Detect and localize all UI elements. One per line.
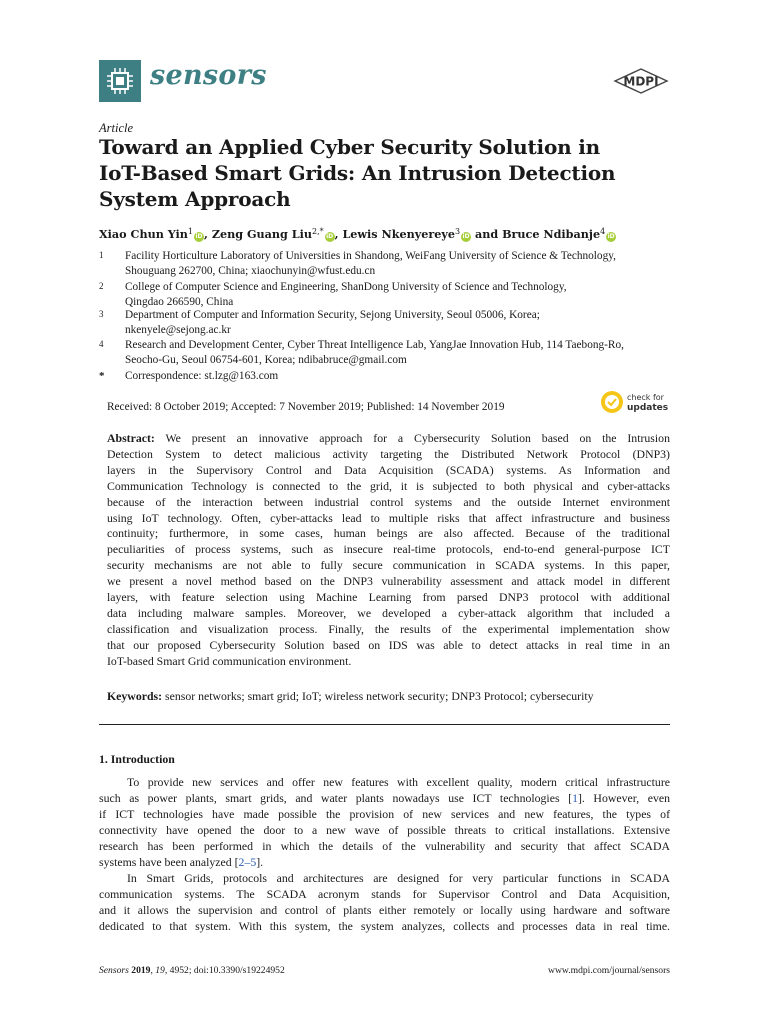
publication-dates: Received: 8 October 2019; Accepted: 7 November 2019; Published: 14 November 2019 xyxy=(107,401,505,413)
affiliation-1 xyxy=(125,249,616,280)
check-for-label: check for xyxy=(627,393,664,402)
affiliation-line: nkenyele@sejong.ac.kr xyxy=(125,324,231,337)
affiliation-mark: 2 xyxy=(99,281,104,291)
abstract-line: Detection System to detect malicious activity targeting the Distributed Network Protocol (DNP3) xyxy=(107,446,670,461)
abstract-line: we present a novel method based on the DNP3 vulnerability assessment and attack model in different xyxy=(107,574,670,589)
body-line xyxy=(99,854,670,870)
author-separator: , xyxy=(334,227,343,241)
journal-name: sensors xyxy=(150,60,267,91)
body-text: ]. xyxy=(256,855,264,869)
journal-logo xyxy=(99,60,141,102)
correspondence-mark: * xyxy=(99,370,105,382)
publisher-name: MDPI xyxy=(623,74,659,89)
author-list xyxy=(99,227,616,242)
intro-paragraph-1 xyxy=(99,774,670,870)
section-heading: 1. Introduction xyxy=(99,752,175,766)
abstract-line: IoT-based Smart Grid communication environment. xyxy=(107,653,352,668)
abstract-line: security mechanisms are not able to fully secure communication in SCADA systems. In this paper, xyxy=(107,558,670,573)
body-line xyxy=(99,790,670,806)
abstract-line xyxy=(107,431,670,447)
author-affiliation-mark: 3 xyxy=(454,227,461,236)
affiliation-line: Seocho-Gu, Seoul 06754-601, Korea; ndibabruce@gmail.com xyxy=(125,354,407,367)
author-affiliation-mark: 4 xyxy=(600,227,606,236)
body-line: In Smart Grids, protocols and architectures are designed for very particular functions in SCADA xyxy=(127,871,670,885)
abstract-line: data including malware samples. Moreover, we developed a cyber-attack algorithm that included a xyxy=(107,605,670,620)
correspondence-line: Correspondence: st.lzg@163.com xyxy=(125,370,279,382)
intro-paragraph-2 xyxy=(99,870,670,934)
updates-label: updates xyxy=(627,403,669,413)
abstract-line: classification and visualization process. Finally, the results of the experimental implementation show xyxy=(107,621,670,636)
correspondence xyxy=(125,369,278,384)
affiliation-mark: 1 xyxy=(99,250,104,260)
affiliation-4 xyxy=(125,338,624,369)
affiliation-2 xyxy=(125,280,567,311)
abstract-line: using IoT technology. Often, cyber-attacks lead to multiple risks that affect infrastructure and business xyxy=(107,510,670,525)
title-line: Toward an Applied Cyber Security Solution in xyxy=(99,135,600,159)
footer-volume: 19 xyxy=(155,965,165,976)
citation-link[interactable]: 2–5 xyxy=(238,855,257,869)
keywords-label: Keywords: xyxy=(107,689,163,703)
author-name[interactable]: Bruce Ndibanje xyxy=(502,227,601,241)
abstract xyxy=(107,431,670,670)
footer-year: 2019 xyxy=(131,965,151,976)
abstract-label: Abstract: xyxy=(107,431,155,445)
journal-url[interactable]: www.mdpi.com/journal/sensors xyxy=(548,965,670,976)
abstract-text: We present an innovative approach for a Cybersecurity Solution based on the Intrusion xyxy=(165,431,670,445)
keywords xyxy=(107,689,594,704)
affiliation-mark: 4 xyxy=(99,339,104,349)
abstract-line: Communication Technology is connected to the grid, it is subjected to both physical and cyber-attacks xyxy=(107,478,670,493)
body-text: ]. However, even xyxy=(577,791,670,805)
author-separator: and xyxy=(471,227,503,241)
affiliation-line: Qingdao 266590, China xyxy=(125,296,234,309)
affiliation-mark: 3 xyxy=(99,309,104,319)
check-for-updates-badge[interactable] xyxy=(600,389,670,415)
abstract-line: that our proposed Cybersecurity Solution based on IDS was able to detect attacks in real time in an xyxy=(107,637,670,652)
affiliation-3 xyxy=(125,308,540,339)
abstract-line: layers, with feature selection using Machine Learning from parsed DNP3 protocol with additional xyxy=(107,590,670,605)
abstract-line: layers in the Supervisory Control and Data Acquisition (SCADA) systems. As Information and xyxy=(107,462,670,477)
body-line: research has been performed in which the details of the vulnerability and security that affect SCADA xyxy=(99,839,670,853)
article-title xyxy=(99,134,679,212)
orcid-icon[interactable]: iD xyxy=(462,233,470,240)
orcid-icon[interactable]: iD xyxy=(195,233,203,240)
affiliation-line: Research and Development Center, Cyber Threat Intelligence Lab, YangJae Innovation Hub, 114 Taebong-Ro, xyxy=(125,339,624,351)
title-line: System Approach xyxy=(99,187,291,211)
footer-journal: Sensors xyxy=(99,965,129,976)
author-name[interactable]: Lewis Nkenyereye xyxy=(342,227,455,241)
author-affiliation-mark: 1 xyxy=(187,227,194,236)
body-line: connectivity have opened the door to a new wave of possible threats to critical installations. Extensive xyxy=(99,823,670,837)
body-line: communication systems. The SCADA acronym stands for Supervisor Control and Data Acquisition, xyxy=(99,887,670,901)
author-name[interactable]: Xiao Chun Yin xyxy=(99,227,188,241)
affiliation-line: Shouguang 262700, China; xiaochunyin@wfust.edu.cn xyxy=(125,265,376,278)
footer-doi: , 4952; doi:10.3390/s19224952 xyxy=(164,965,285,976)
abstract-line: because of the interaction between industrial control systems and the outside Internet environment xyxy=(107,494,670,509)
citation-link[interactable]: 1 xyxy=(572,791,578,805)
body-text: such as power plants, smart grids, and water plants nowadays use ICT technologies [ xyxy=(99,791,573,805)
body-line: and it allows the supervision and control of plants either remotely or locally using hardware and software xyxy=(99,903,670,917)
affiliation-line: Facility Horticulture Laboratory of Universities in Shandong, WeiFang University of Science & Technology, xyxy=(125,250,616,262)
orcid-icon[interactable]: iD xyxy=(326,233,334,240)
body-line: if ICT technologies have made possible the provision of new services and new features, the types of xyxy=(99,807,670,821)
keywords-text: sensor networks; smart grid; IoT; wireless network security; DNP3 Protocol; cybersecurity xyxy=(165,689,594,703)
body-line: dedicated to that system. With this system, the system analyzes, collects and processes data in real time. xyxy=(99,919,670,933)
abstract-line: peculiarities of process systems, such as insecure real-time protocols, end-to-end general-purpose ICT xyxy=(107,542,670,557)
author-affiliation-mark: 2,* xyxy=(312,227,324,236)
author-name[interactable]: Zeng Guang Liu xyxy=(211,227,312,241)
section-divider xyxy=(99,724,670,725)
abstract-line: continuity; furthermore, in some cases, human beings are also affected. Because of the traditional xyxy=(107,526,670,541)
affiliation-line: College of Computer Science and Engineering, ShanDong University of Science and Technology, xyxy=(125,281,567,293)
body-line: To provide new services and offer new features with excellent quality, modern critical infrastructure xyxy=(127,775,670,789)
orcid-icon[interactable]: iD xyxy=(607,233,615,240)
affiliation-line: Department of Computer and Information Security, Sejong University, Seoul 05006, Korea; xyxy=(125,309,540,321)
body-text: systems have been analyzed [ xyxy=(99,855,239,869)
title-line: IoT-Based Smart Grids: An Intrusion Detection xyxy=(99,161,616,185)
publisher-logo xyxy=(612,68,670,102)
author-separator: , xyxy=(204,227,212,241)
citation-footer: Sensors 2019, 19, 4952; doi:10.3390/s19224952 xyxy=(99,965,285,976)
article-type: Article xyxy=(99,121,134,135)
